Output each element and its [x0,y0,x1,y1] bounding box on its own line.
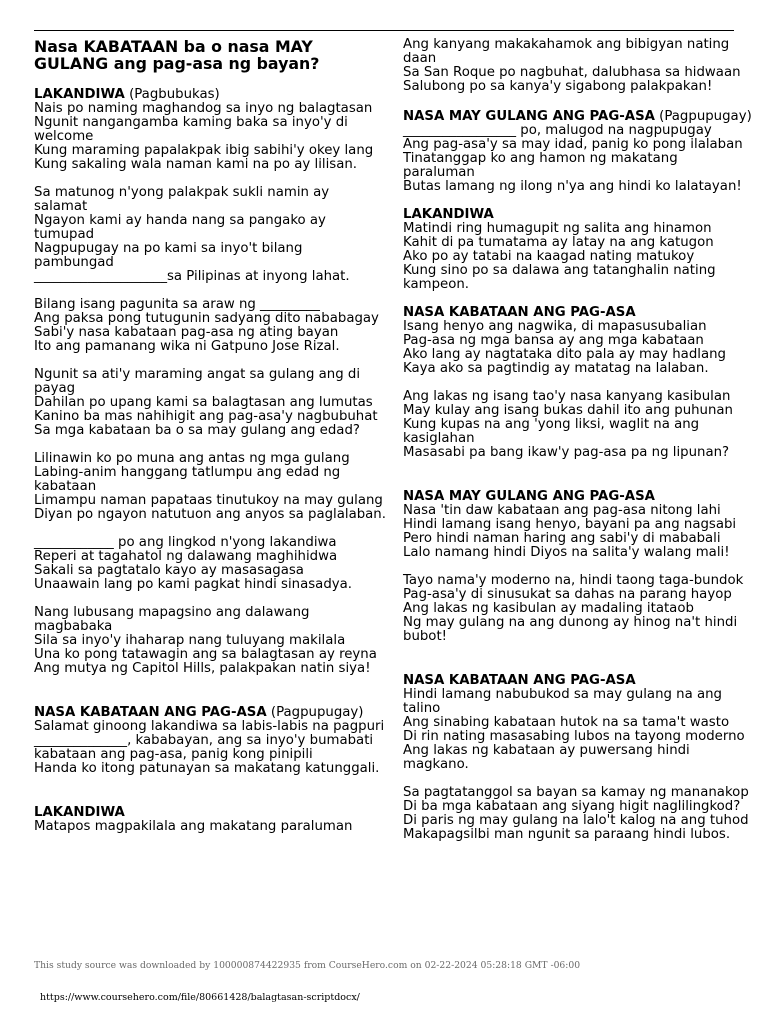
verse-line: ____________________sa Pilipinas at inyong lahat. [34,269,350,284]
stanza [34,536,386,592]
verse-line: Sa San Roque po nagbuhat, dalubhasa sa hidwaan [403,65,741,80]
stanza [403,574,753,644]
verse-line: ____________ po ang lingkod n'yong lakandiwa [34,535,337,550]
verse-line: Ako po ay tatabi na kaagad nating matukoy [403,249,695,264]
verse-line: Sa mga kabataan ba o sa may gulang ang edad? [34,423,360,438]
verse-line: Kung kupas na ang 'yong liksi, waglit na ang kasiglahan [403,417,700,446]
verse-line: Sakali sa pagtatalo kayo ay masasagasa [34,563,304,578]
right-column [403,38,753,856]
verse-line: Lalo namang hindi Diyos na salita'y walang mali! [403,545,730,560]
left-column [34,38,386,848]
verse-line: Ako lang ay nagtataka dito pala ay may hadlang [403,347,726,362]
verse-line: Hindi lamang nabubukod sa may gulang na ang talino [403,687,722,716]
verse-line: Diyan po ngayon natutuon ang anyos sa paglalaban. [34,507,386,522]
verse-line: Salubong po sa kanya'y sigabong palakpakan! [403,79,713,94]
verse-line: Tayo nama'y moderno na, hindi taong taga-bundok [403,573,744,588]
top-rule [34,30,734,31]
verse-line: Kahit di pa tumatama ay latay na ang katugon [403,235,714,250]
verse-line: Isang henyo ang nagwika, di mapasusubalian [403,319,707,334]
stanza [34,368,386,438]
stanza [34,298,386,354]
verse-line: Kung sakaling wala naman kami na po ay lilisan. [34,157,358,172]
verse-line: Nagpupugay na po kami sa inyo't bilang pambungad [34,241,303,270]
verse-line: Masasabi pa bang ikaw'y pag-asa pa ng lipunan? [403,445,730,460]
verse-line: Ito ang pamanang wika ni Gatpuno Jose Rizal. [34,339,340,354]
speaker-label: LAKANDIWA [34,805,125,820]
stanza-may-gulang [403,490,753,560]
verse-line: kabataan ang pag-asa, panig kong pinipili [34,747,313,762]
download-watermark: This study source was downloaded by 100000874422935 from CourseHero.com on 02-22-2024 05:28:18 GMT -06:00 [34,960,581,971]
verse-line: Kaya ako sa pagtindig ay matatag na lalaban. [403,361,709,376]
verse-line: Pag-asa'y di sinusukat sa dahas na parang hayop [403,587,732,602]
verse-line: Sa pagtatanggol sa bayan sa kamay ng mananakop [403,785,749,800]
stanza-may-gulang-greeting [403,110,753,194]
verse-line: Matapos magpakilala ang makatang paraluman [34,819,353,834]
verse-line: Kung maraming papalakpak ibig sabihi'y okey lang [34,143,374,158]
speaker-label: NASA KABATAAN ANG PAG-ASA [403,305,636,320]
verse-line: Makapagsilbi man ngunit sa paraang hindi lubos. [403,827,731,842]
verse-line: Ang lakas ng kabataan ay puwersang hindi magkano. [403,743,690,772]
verse-line: Handa ko itong patunayan sa makatang katunggali. [34,761,380,776]
speaker-note: (Pagpupugay) [266,705,364,720]
speaker-label: LAKANDIWA [34,87,125,102]
verse-line: Di paris ng may gulang na lalo't kalog na ang tuhod [403,813,749,828]
verse-line: Sila sa inyo'y ihaharap nang tuluyang makilala [34,633,346,648]
verse-line: Butas lamang ng ilong n'ya ang hindi ko lalatayan! [403,179,742,194]
verse-line: Ng may gulang na ang dunong ay hinog na't hindi bubot! [403,615,738,644]
verse-line: Ang lakas ng kasibulan ay madaling itataob [403,601,694,616]
verse-line: Nasa 'tin daw kabataan ang pag-asa nitong lahi [403,503,721,518]
verse-line: Ang pag-asa'y sa may idad, panig ko pong ilalaban [403,137,743,152]
stanza-kabataan-2 [403,674,753,772]
stanza-lakandiwa [403,208,753,292]
verse-line: Sabi'y nasa kabataan pag-asa ng ating bayan [34,325,339,340]
verse-line: Tinatanggap ko ang hamon ng makatang paraluman [403,151,678,180]
verse-line: ______________, kababayan, ang sa inyo'y bumabati [34,733,374,748]
verse-line: Ang lakas ng isang tao'y nasa kanyang kasibulan [403,389,731,404]
verse-line: Limampu naman papataas tinutukoy na may gulang [34,493,383,508]
verse-line: May kulay ang isang bukas dahil ito ang puhunan [403,403,733,418]
source-url-link[interactable]: https://www.coursehero.com/file/80661428/balagtasan-scriptdocx/ [40,992,360,1003]
verse-line: Reperi at tagahatol ng dalawang maghihidwa [34,549,338,564]
stanza-kabataan [403,306,753,376]
verse-line: Dahilan po upang kami sa balagtasan ang lumutas [34,395,373,410]
verse-line: Unaawain lang po kami pagkat hindi sinasadya. [34,577,353,592]
verse-line: Salamat ginoong lakandiwa sa labis-labis na pagpuri [34,719,385,734]
speaker-label: LAKANDIWA [403,207,494,222]
stanza [34,606,386,676]
verse-line: Nais po naming maghandog sa inyo ng balagtasan [34,101,373,116]
stanza-lakandiwa-intro [34,806,386,834]
verse-line: Nang lubusang mapagsino ang dalawang magbabaka [34,605,310,634]
verse-line: Matindi ring humagupit ng salita ang hinamon [403,221,712,236]
stanza-kabataan-greeting [34,706,386,776]
speaker-label: NASA MAY GULANG ANG PAG-ASA [403,489,655,504]
verse-line: Pero hindi naman haring ang sabi'y di mababali [403,531,721,546]
verse-line: Ang kanyang makakahamok ang bibigyan nating daan [403,37,730,66]
speaker-label: NASA KABATAAN ANG PAG-ASA [34,705,267,720]
verse-line: Labing-anim hanggang tatlumpu ang edad ng kabataan [34,465,341,494]
verse-line: Ngunit nangangamba kaming baka sa inyo'y di welcome [34,115,348,144]
verse-line: Lilinawin ko po muna ang antas ng mga gulang [34,451,350,466]
verse-line: Ang paksa pong tutugunin sadyang dito nababagay [34,311,379,326]
stanza-lakandiwa-opening [34,88,386,172]
stanza-continued [403,38,753,94]
speaker-note: (Pagpupugay) [654,109,752,124]
verse-line: Ngunit sa ati'y maraming angat sa gulang ang di payag [34,367,361,396]
verse-line: Una ko pong tatawagin ang sa balagtasan ay reyna [34,647,377,662]
stanza [34,186,386,284]
verse-line: Kanino ba mas nahihigit ang pag-asa'y nagbubuhat [34,409,378,424]
speaker-label: NASA KABATAAN ANG PAG-ASA [403,673,636,688]
verse-line: Kung sino po sa dalawa ang tatanghalin nating kampeon. [403,263,716,292]
stanza [403,390,753,460]
verse-line: Pag-asa ng mga bansa ay ang mga kabataan [403,333,704,348]
stanza [403,786,753,842]
verse-line: Di ba mga kabataan ang siyang higit naglilingkod? [403,799,741,814]
verse-line: _________________ po, malugod na nagpupugay [403,123,712,138]
speaker-note: (Pagbubukas) [124,87,220,102]
verse-line: Hindi lamang isang henyo, bayani pa ang nagsabi [403,517,737,532]
verse-line: Ang sinabing kabataan hutok na sa tama't wasto [403,715,730,730]
verse-line: Ngayon kami ay handa nang sa pangako ay tumupad [34,213,326,242]
speaker-label: NASA MAY GULANG ANG PAG-ASA [403,109,655,124]
verse-line: Di rin nating masasabing lubos na tayong moderno [403,729,745,744]
document-title: Nasa KABATAAN ba o nasa MAY GULANG ang pag-asa ng bayan? [34,37,320,73]
verse-line: Bilang isang pagunita sa araw ng _________ [34,297,320,312]
verse-line: Sa matunog n'yong palakpak sukli namin ay salamat [34,185,330,214]
verse-line: Ang mutya ng Capitol Hills, palakpakan natin siya! [34,661,371,676]
stanza [34,452,386,522]
